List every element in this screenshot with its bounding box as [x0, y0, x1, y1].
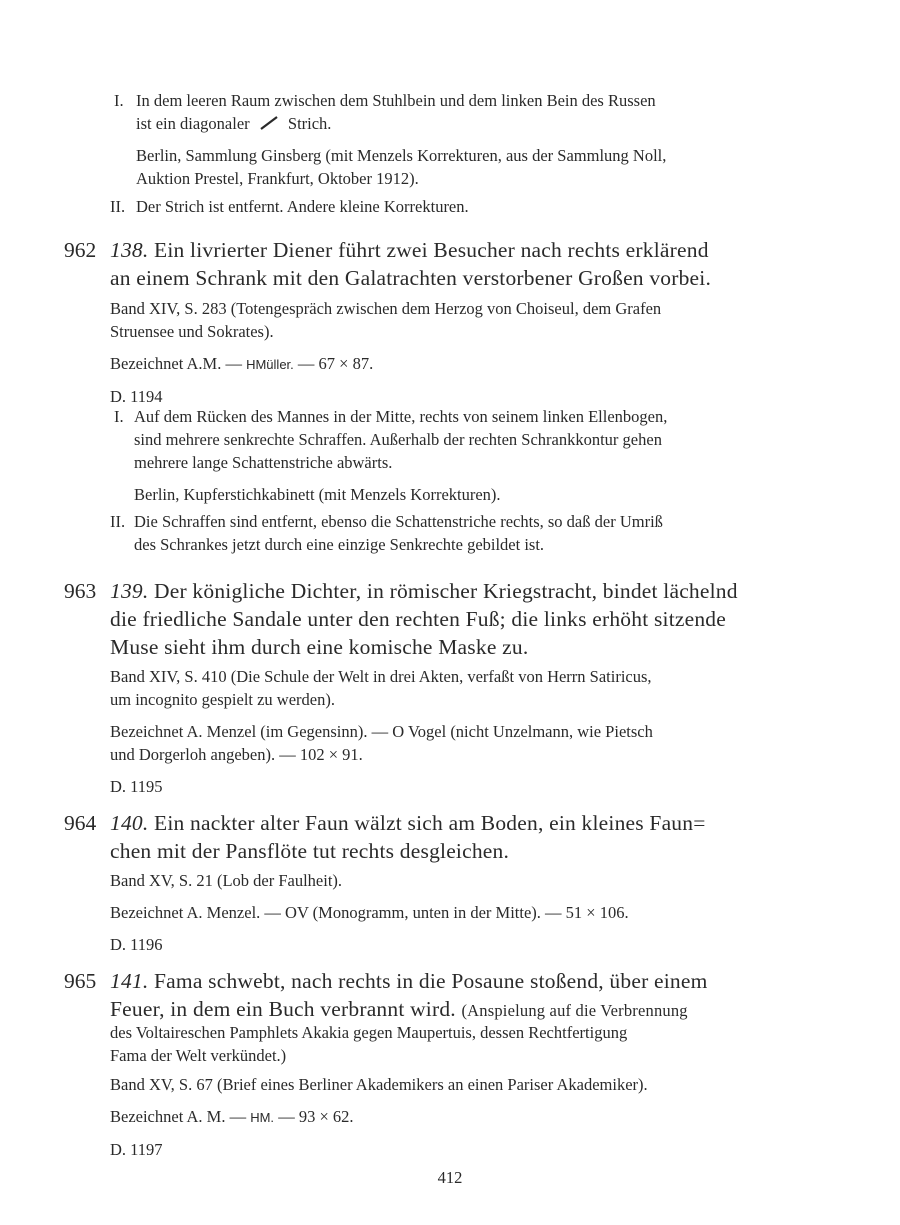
state-ii: II. Die Schraffen sind entfernt, ebenso die Schattenstriche rechts, so daß der Umriß des Schrankes jetzt durch eine einzige Senkrechte gebildet ist. — [110, 512, 663, 554]
state-label: I. — [114, 91, 124, 110]
provenance: Berlin, Kupferstichkabinett (mit Menzels Korrekturen). — [134, 485, 501, 504]
band-reference: Band XIV, S. 283 (Totengespräch zwischen dem Herzog von Choiseul, dem Grafen — [110, 299, 662, 318]
entry-title-note: des Voltaireschen Pamphlets Akakia gegen Maupertuis, dessen Rechtfertigung Fama der Welt verkündet.) — [110, 1023, 628, 1065]
diagonal-stroke-icon — [258, 115, 280, 131]
signature-line: Bezeichnet A. M. — HM. — 93 × 62. — [110, 1107, 354, 1126]
state-text: In dem leeren Raum zwischen dem Stuhlbein und dem linken Bein des Russen — [136, 91, 656, 110]
d-number: D. 1196 — [110, 935, 163, 954]
state-label: II. — [110, 197, 126, 216]
plate-number: 138. — [110, 238, 149, 262]
plate-number: 140. — [110, 811, 149, 835]
entry-title: 140. Ein nackter alter Faun wälzt sich am Boden, ein kleines Faun= chen mit der Pansflöte tut rechts desgleichen. — [110, 811, 706, 863]
entry-number: 962 — [64, 238, 97, 262]
band-reference: Band XV, S. 67 (Brief eines Berliner Akademikers an einen Pariser Akademiker). — [110, 1075, 648, 1094]
signature-line: Bezeichnet A.M. — HMüller. — 67 × 87. — [110, 354, 374, 373]
d-number: D. 1197 — [110, 1140, 163, 1159]
band-reference: um incognito gespielt zu werden). — [110, 690, 335, 709]
state-text: ist ein diagonaler Strich. — [136, 114, 332, 133]
state-i: I. Auf dem Rücken des Mannes in der Mitte, rechts von seinem linken Ellenbogen, sind mehrere senkrechte Schraffen. Außerhalb der rechten Schrankkontur gehen mehrere lange Schattenstriche abwärts. Berlin, Kupferstichkabinett (mit Menzels Korrekturen). — [114, 405, 824, 506]
page-number: 412 — [437, 1168, 463, 1187]
state-text: Der Strich ist entfernt. Andere kleine Korrekturen. — [136, 197, 469, 216]
band-reference: Struensee und Sokrates). — [110, 322, 274, 341]
entry-number: 965 — [64, 969, 97, 993]
entry-details — [110, 869, 830, 956]
entry-title: 141. Fama schwebt, nach rechts in die Posaune stoßend, über einem Feuer, in dem ein Buch verbrannt wird. (Anspielung auf die Verbrennung — [110, 969, 708, 1021]
plate-number: 141. — [110, 969, 149, 993]
entry-title: 138. Ein livrierter Diener führt zwei Besucher nach rechts erklärend an einem Schrank mit den Galatrachten verstorbener Großen vorbei. — [110, 238, 712, 290]
d-number: D. 1194 — [110, 387, 163, 406]
entry-number: 963 — [64, 579, 97, 603]
d-number: D. 1195 — [110, 777, 163, 796]
signature-line: und Dorgerloh angeben). — 102 × 91. — [110, 745, 363, 764]
state-i — [114, 89, 824, 190]
band-reference: Band XIV, S. 410 (Die Schule der Welt in drei Akten, verfaßt von Herrn Satiricus, — [110, 667, 652, 686]
provenance: Auktion Prestel, Frankfurt, Oktober 1912). — [136, 169, 419, 188]
signature-line: Bezeichnet A. Menzel (im Gegensinn). — O Vogel (nicht Unzelmann, wie Pietsch — [110, 722, 653, 741]
entry-number: 964 — [64, 811, 97, 835]
band-reference: Band XV, S. 21 (Lob der Faulheit). — [110, 871, 343, 890]
state-ii — [110, 195, 820, 218]
entry-title: 139. Der königliche Dichter, in römischer Kriegstracht, bindet lächelnd die friedliche Sandale unter den rechten Fuß; die links erhöht sitzende Muse sieht ihm durch eine komische Maske zu. — [110, 579, 738, 659]
plate-number: 139. — [110, 579, 149, 603]
signature-line: Bezeichnet A. Menzel. — OV (Monogramm, unten in der Mitte). — 51 × 106. — [110, 903, 629, 922]
entry-details — [110, 1073, 830, 1161]
engraver-mark: HM. — [250, 1110, 275, 1125]
entry-details — [110, 297, 830, 408]
entry-details — [110, 665, 830, 798]
provenance: Berlin, Sammlung Ginsberg (mit Menzels Korrekturen, aus der Sammlung Noll, — [136, 146, 667, 165]
engraver-mark: HMüller. — [246, 357, 294, 372]
